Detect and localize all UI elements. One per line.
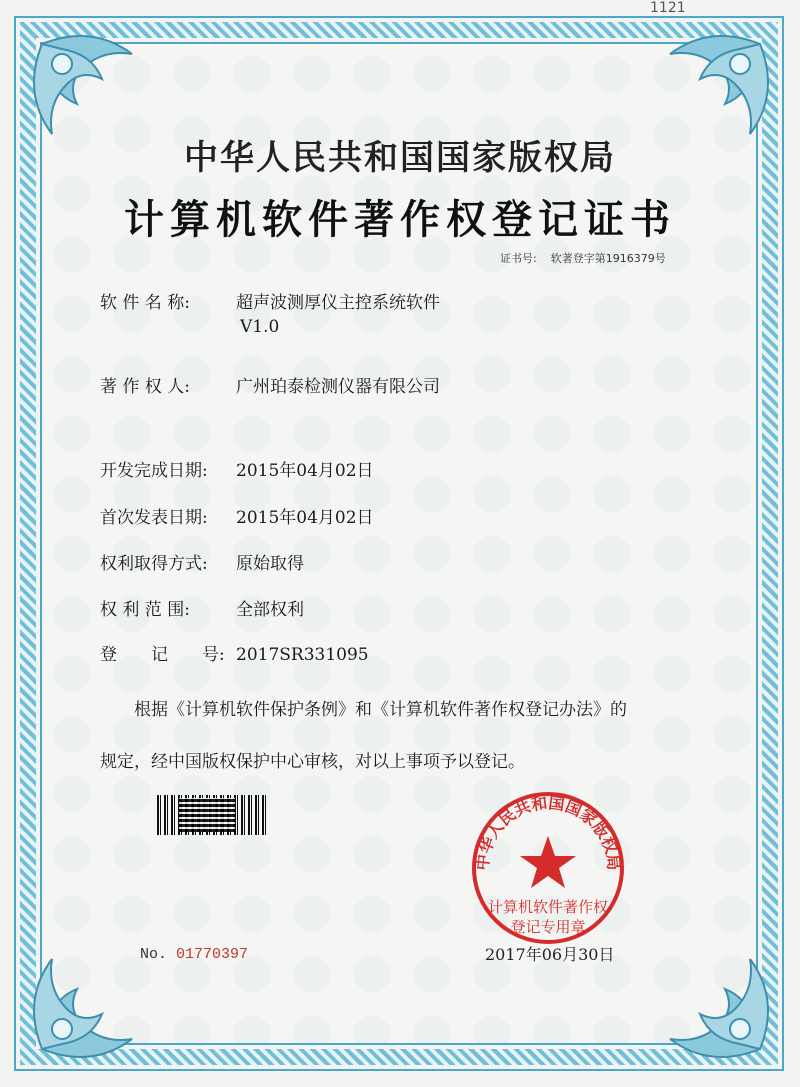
seal-inner-line-1: 计算机软件著作权	[487, 898, 608, 916]
software-name-value: 超声波测厚仪主控系统软件	[236, 293, 440, 313]
issue-date: 2017年06月30日	[485, 945, 615, 964]
seal-inner-line-2: 登记专用章	[510, 918, 586, 936]
registration-number-label: 登 记 号:	[100, 645, 225, 665]
publish-date-label: 首次发表日期:	[100, 508, 208, 528]
completion-date-row	[100, 456, 374, 481]
handwritten-note: 1121	[650, 0, 686, 16]
barcode	[157, 795, 267, 835]
serial-number-value: 01770397	[176, 946, 249, 963]
certificate-number-value: 软著登字第1916379号	[550, 252, 666, 265]
certificate-title: 计算机软件著作权登记证书	[124, 196, 676, 243]
statement-line-1: 根据《计算机软件保护条例》和《计算机软件著作权登记办法》的	[134, 700, 627, 720]
registration-number-row	[100, 640, 369, 665]
software-name-row	[100, 288, 440, 337]
completion-date-value: 2015年04月02日	[236, 461, 374, 481]
software-name-label: 软 件 名 称:	[100, 293, 190, 313]
scope-value: 全部权利	[236, 600, 304, 620]
owner-label: 著 作 权 人:	[100, 377, 190, 397]
corner-ornament-bottom-right	[630, 939, 780, 1069]
registration-number-value: 2017SR331095	[236, 645, 369, 665]
certificate-number	[500, 250, 680, 266]
seal-ring-text: 中华人民共和国国家版权局	[472, 793, 624, 872]
publish-date-row	[100, 503, 374, 528]
software-version-value: V1.0	[240, 317, 280, 337]
issuing-authority: 中华人民共和国国家版权局	[184, 138, 616, 178]
owner-value: 广州珀泰检测仪器有限公司	[236, 377, 440, 397]
publish-date-value: 2015年04月02日	[236, 508, 374, 528]
scope-label: 权 利 范 围:	[100, 600, 190, 620]
acquisition-value: 原始取得	[236, 554, 304, 574]
qr-code	[179, 798, 235, 832]
owner-row	[100, 372, 440, 397]
acquisition-row	[100, 549, 304, 574]
certificate-number-label: 证书号:	[500, 252, 537, 265]
statement-line-2: 规定，经中国版权保护中心审核，对以上事项予以登记。	[100, 752, 525, 772]
official-seal	[468, 788, 628, 948]
scope-row	[100, 595, 304, 620]
acquisition-label: 权利取得方式:	[100, 554, 208, 574]
completion-date-label: 开发完成日期:	[100, 461, 208, 481]
serial-number	[140, 946, 248, 963]
serial-prefix: No.	[140, 946, 168, 963]
